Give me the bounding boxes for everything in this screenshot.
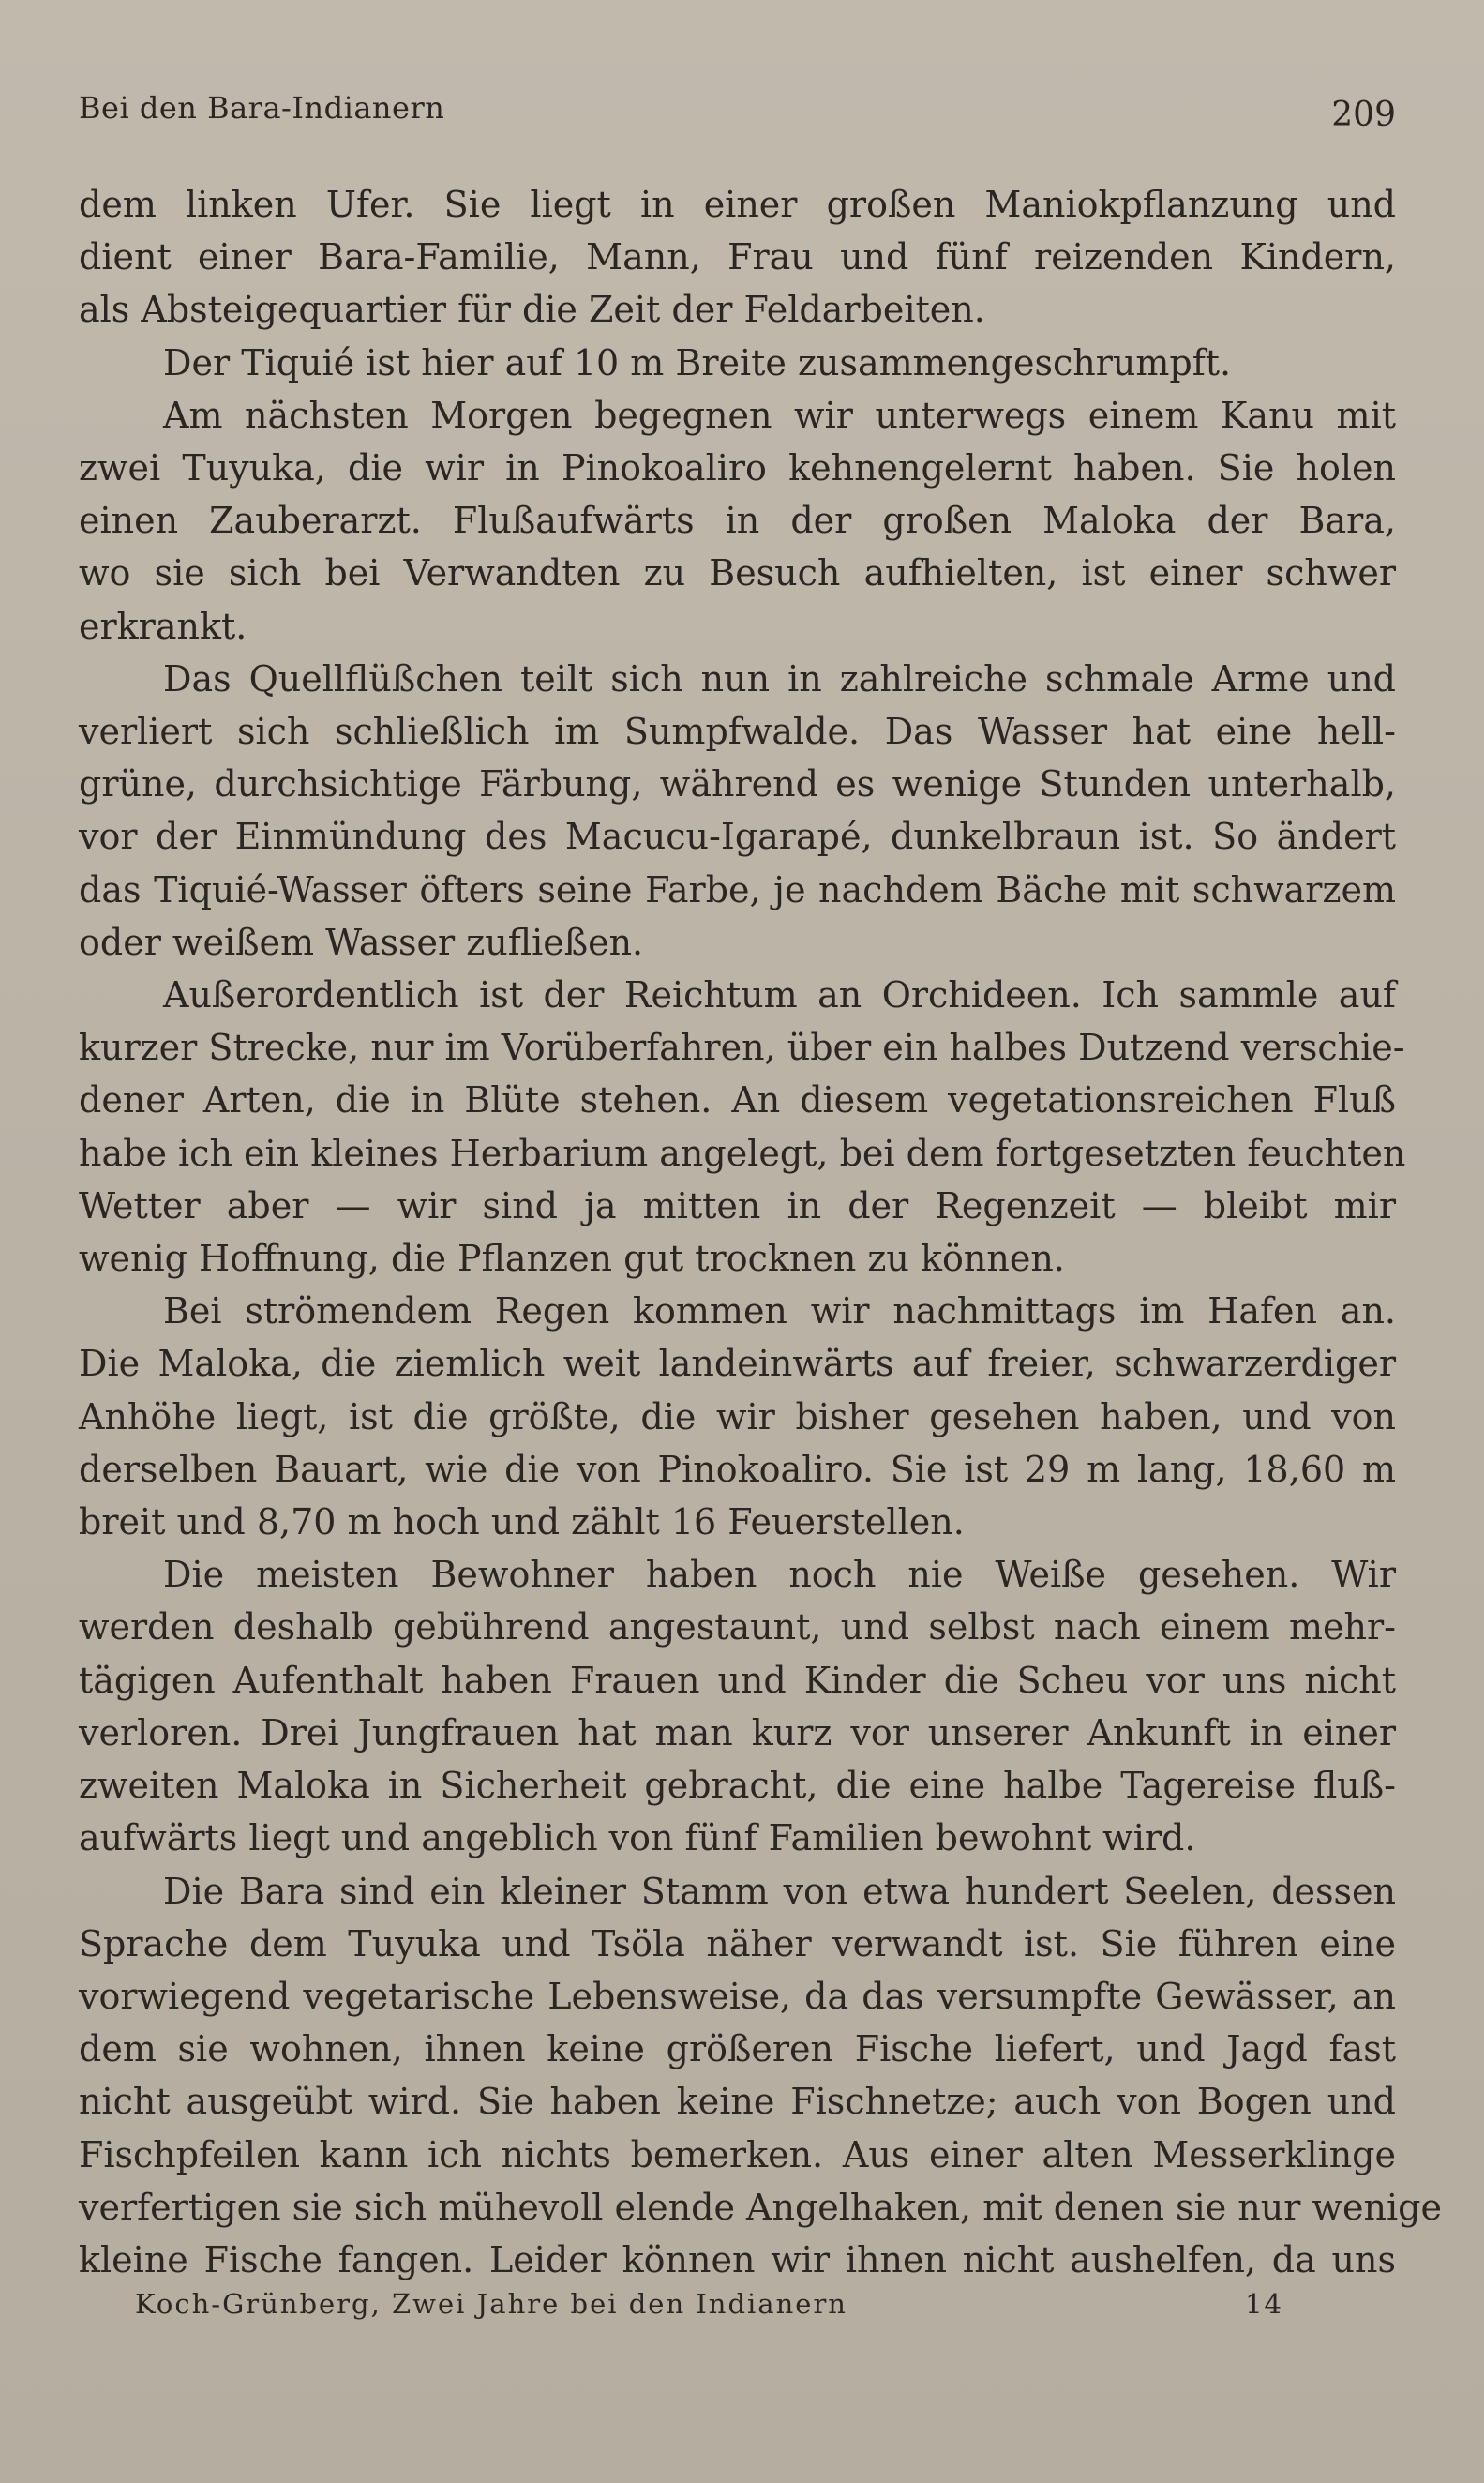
signature-line xyxy=(135,2288,1283,2329)
text-line: dem sie wohnen, ihnen keine größeren Fische liefert, und Jagd fast xyxy=(79,2028,1396,2070)
running-head xyxy=(79,90,1396,137)
body-text xyxy=(79,178,1442,2286)
text-line: tägigen Aufenthalt haben Frauen und Kinder die Scheu vor uns nicht xyxy=(79,1659,1396,1701)
text-line: vor der Einmündung des Macucu-Igarapé, dunkelbraun ist. So ändert xyxy=(79,816,1396,858)
text-line: zwei Tuyuka, die wir in Pinokoaliro kehnengelernt haben. Sie holen xyxy=(79,447,1396,489)
text-line: oder weißem Wasser zufließen. xyxy=(79,921,644,963)
text-line: dener Arten, die in Blüte stehen. An diesem vegetationsreichen Fluß xyxy=(79,1079,1396,1121)
text-line: werden deshalb gebührend angestaunt, und selbst nach einem mehr- xyxy=(79,1606,1396,1648)
text-line: verfertigen sie sich mühevoll elende Angelhaken, mit denen sie nur wenige xyxy=(79,2186,1442,2228)
paragraph xyxy=(79,969,1406,1285)
text-line: Anhöhe liegt, ist die größte, die wir bisher gesehen haben, und von xyxy=(79,1395,1396,1437)
text-line: Der Tiquié ist hier auf 10 m Breite zusammengeschrumpft. xyxy=(163,341,1232,384)
page-number: 209 xyxy=(1331,96,1396,134)
text-line: Sprache dem Tuyuka und Tsöla näher verwandt ist. Sie führen eine xyxy=(79,1922,1396,1964)
text-line: das Tiquié-Wasser öfters seine Farbe, je nachdem Bäche mit schwarzem xyxy=(79,868,1396,910)
text-line: wenig Hoffnung, die Pflanzen gut trocknen zu können. xyxy=(79,1238,1065,1280)
text-line: nicht ausgeübt wird. Sie haben keine Fischnetze; auch von Bogen und xyxy=(79,2081,1396,2123)
text-line: dem linken Ufer. Sie liegt in einer großen Maniokpflanzung und xyxy=(79,184,1396,225)
text-line: Die Maloka, die ziemlich weit landeinwärts auf freier, schwarzerdiger xyxy=(79,1343,1396,1385)
text-line: derselben Bauart, wie die von Pinokoaliro. Sie ist 29 m lang, 18,60 m xyxy=(79,1448,1396,1490)
text-line: grüne, durchsichtige Färbung, während es wenige Stunden unterhalb, xyxy=(79,763,1396,805)
text-line: verliert sich schließlich im Sumpfwalde. Das Wasser hat eine hell- xyxy=(79,711,1396,753)
paragraph xyxy=(79,178,1396,337)
text-line: breit und 8,70 m hoch und zählt 16 Feuerstellen. xyxy=(79,1501,965,1543)
paragraph xyxy=(79,1865,1442,2287)
text-line: kurzer Strecke, nur im Vorüberfahren, über ein halbes Dutzend verschie- xyxy=(79,1027,1405,1069)
text-line: als Absteigequartier für die Zeit der Feldarbeiten. xyxy=(79,289,985,331)
text-line: zweiten Maloka in Sicherheit gebracht, die eine halbe Tagereise fluß- xyxy=(79,1765,1396,1807)
paragraph xyxy=(79,389,1396,653)
text-line: erkrankt. xyxy=(79,605,247,647)
text-line: einen Zauberarzt. Flußaufwärts in der großen Maloka der Bara, xyxy=(79,500,1396,542)
text-line: Am nächsten Morgen begegnen wir unterwegs einem Kanu mit xyxy=(163,394,1396,436)
text-line: vorwiegend vegetarische Lebensweise, da das versumpfte Gewässer, an xyxy=(79,1975,1396,2017)
text-line: Fischpfeilen kann ich nichts bemerken. Aus einer alten Messerklinge xyxy=(79,2133,1396,2175)
text-line: verloren. Drei Jungfrauen hat man kurz vor unserer Ankunft in einer xyxy=(79,1711,1396,1753)
paragraph xyxy=(79,653,1396,969)
text-line: wo sie sich bei Verwandten zu Besuch aufhielten, ist einer schwer xyxy=(79,552,1396,594)
running-title: Bei den Bara-Indianern xyxy=(79,90,445,126)
paragraph xyxy=(79,1548,1396,1864)
text-line: Wetter aber — wir sind ja mitten in der Regenzeit — bleibt mir xyxy=(79,1184,1396,1226)
paragraph xyxy=(79,1285,1396,1548)
signature-number: 14 xyxy=(1245,2288,1283,2320)
paragraph xyxy=(79,337,1396,389)
text-line: Die Bara sind ein kleiner Stamm von etwa hundert Seelen, dessen xyxy=(163,1870,1396,1912)
text-line: habe ich ein kleines Herbarium angelegt, bei dem fortgesetzten feuchten xyxy=(79,1132,1406,1174)
text-line: kleine Fische fangen. Leider können wir ihnen nicht aushelfen, da uns xyxy=(79,2238,1396,2280)
text-line: aufwärts liegt und angeblich von fünf Familien bewohnt wird. xyxy=(79,1817,1196,1859)
text-line: dient einer Bara-Familie, Mann, Frau und fünf reizenden Kindern, xyxy=(79,236,1396,278)
text-line: Die meisten Bewohner haben noch nie Weiße gesehen. Wir xyxy=(163,1554,1396,1596)
text-line: Bei strömendem Regen kommen wir nachmittags im Hafen an. xyxy=(163,1290,1396,1332)
text-line: Das Quellflüßchen teilt sich nun in zahlreiche schmale Arme und xyxy=(163,657,1396,700)
text-line: Außerordentlich ist der Reichtum an Orchideen. Ich sammle auf xyxy=(163,974,1396,1016)
signature-text: Koch-Grünberg, Zwei Jahre bei den Indianern xyxy=(135,2288,847,2320)
